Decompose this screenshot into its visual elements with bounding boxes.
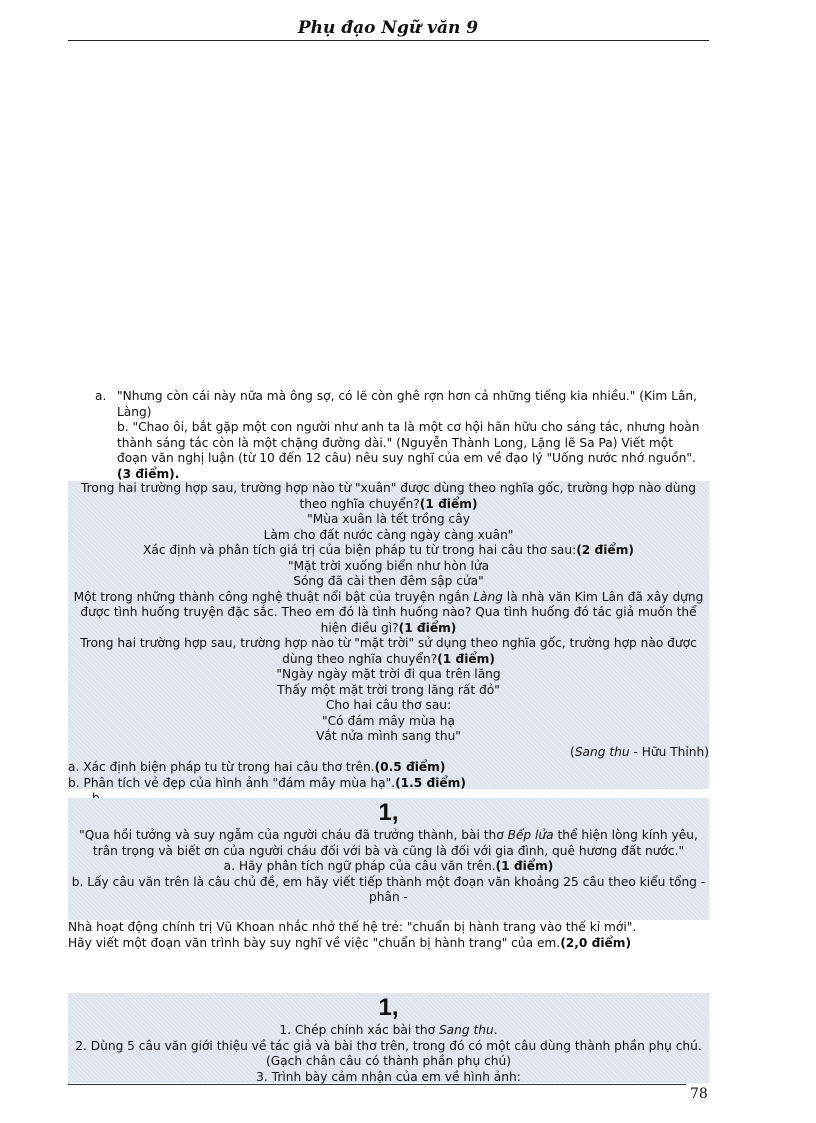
box2-quote-2: thể hiện lòng kính yêu, trân trọng và biết ơn của người cháu đối với bà và cũng là đối với gia đình, quê hương đất nước.": [92, 828, 698, 858]
box2-quote-1: "Qua hồi tưởng và suy ngẫm của người cháu đã trưởng thành, bài thơ: [79, 828, 508, 842]
q2-verse-line-2: Sóng đã cài then đêm sập cửa": [293, 574, 484, 588]
box2-part-b: b. Lấy câu văn trên là câu chủ đề, em hãy viết tiếp thành một đoạn văn khoảng 25 câu theo kiểu tổng - phân -: [71, 874, 706, 904]
q5-verse-line-2: Vắt nửa mình sang thu": [316, 729, 461, 743]
vu-khoan-line-1: Nhà hoạt động chính trị Vũ Khoan nhắc nhở thế hệ trẻ: "chuẩn bị hành trang vào thế kỉ mới".: [68, 920, 637, 934]
q4-verse-line-2: Thấy một mặt trời trong lăng rất đỏ": [277, 682, 500, 697]
q4-prompt: [68, 636, 709, 667]
q2-verse-line-1: "Mặt trời xuống biển như hòn lửa: [287, 558, 490, 573]
intro-item-a-label: a.: [95, 389, 107, 403]
box2-part-a-text: a. Hãy phân tích ngữ pháp của câu văn trên.: [223, 859, 496, 873]
box2-part-a: [68, 859, 709, 875]
q5-part-b: [68, 776, 709, 792]
q1-verse-line-1: "Mùa xuân là tết trồng cây: [307, 512, 470, 526]
q5-part-b-points: (1.5 điểm): [395, 775, 466, 790]
box2-work-title: Bếp lửa: [507, 828, 554, 842]
q5-source-open: (: [570, 744, 575, 759]
q5-part-a-text: a. Xác định biện pháp tu từ trong hai câu thơ trên.: [68, 760, 375, 774]
question-box-3: [68, 993, 709, 1083]
q1-prompt: [68, 481, 709, 512]
q4-verse-line-1: "Ngày ngày mặt trời đi qua trên lăng: [276, 667, 501, 681]
box3-item-3: 3. Trình bày cảm nhận của em về hình ảnh:: [256, 1069, 521, 1084]
q5-source: [68, 745, 709, 761]
q2-text: Xác định và phân tích giá trị của biện pháp tu từ trong hai câu thơ sau:: [143, 543, 577, 557]
q1-text: Trong hai trường hợp sau, trường hợp nào từ "xuân" được dùng theo nghĩa gốc, trường hợp nào dùng theo nghĩa chuyển?: [81, 481, 696, 511]
vu-khoan-line-2: [68, 936, 728, 952]
q3-work-title: Làng: [473, 589, 503, 604]
q1-verse-line-2: Làm cho đất nước càng ngày càng xuân": [263, 527, 514, 542]
intro-section: [95, 389, 707, 482]
q2-prompt: [68, 543, 709, 559]
box3-item-1-prefix: 1. Chép chính xác bài thơ: [279, 1023, 439, 1037]
q5-part-a: [68, 760, 709, 776]
q5-part-a-points: (0.5 điểm): [374, 760, 446, 774]
q4-points: (1 điểm): [437, 651, 495, 666]
header-rule: [68, 40, 709, 41]
vu-khoan-paragraph: [68, 920, 728, 951]
box2-part-a-points: (1 điểm): [495, 859, 554, 873]
box3-item-1-suffix: .: [493, 1023, 498, 1037]
q5-intro: Cho hai câu thơ sau:: [325, 698, 452, 712]
intro-item-b-points: (3 điểm).: [117, 466, 180, 481]
vu-khoan-line-2-text: Hãy viết một đoạn văn trình bày suy nghĩ về việc "chuẩn bị hành trang" của em.: [68, 935, 561, 950]
intro-item-a: [95, 389, 707, 420]
box3-item-1: [68, 1023, 709, 1039]
box3-item-1-work: Sang thu: [438, 1023, 494, 1037]
q2-points: (2 điểm): [576, 543, 634, 557]
q5-source-author: - Hữu Thỉnh): [629, 744, 709, 759]
box3-item-2: 2. Dùng 5 câu văn giới thiệu về tác giả và bài thơ trên, trong đó có một câu dùng thành phần phụ chú.(Gạch chân câu có thành phần phụ chú): [75, 1038, 702, 1068]
vu-khoan-points: (2,0 điểm): [560, 935, 632, 950]
box3-number-heading: 1,: [378, 994, 399, 1021]
page-header-title: Phụ đạo Ngữ văn 9: [297, 18, 479, 38]
question-box-1: [68, 481, 709, 789]
page-number: 78: [690, 1086, 708, 1102]
question-box-2: [68, 798, 709, 920]
box2-number-heading: 1,: [378, 799, 399, 826]
q5-verse-line-1: "Có đám mây mùa hạ: [322, 713, 455, 728]
intro-item-b-text: b. "Chao ôi, bắt gặp một con người như anh ta là một cơ hội hãn hữu cho sáng tác, nhưng hoàn thành sáng tác còn là một chặng đường dài." (Nguyễn Thành Long, Lặng lẽ Sa Pa) Viết một đoạn văn nghị luận (từ 10 đến 12 câu) nêu suy nghĩ của em về đạo lý "Uống nước nhớ nguồn".: [117, 420, 700, 465]
footer-rule: [68, 1084, 686, 1085]
box2-quote: [68, 828, 709, 859]
q4-text: Trong hai trường hợp sau, trường hợp nào từ "mặt trời" sử dụng theo nghĩa gốc, trường hợp nào được dùng theo nghĩa chuyển?: [80, 636, 697, 666]
intro-item-b: [95, 420, 707, 482]
q5-part-b-text: b. Phân tích vẻ đẹp của hình ảnh "đám mây mùa hạ".: [68, 775, 396, 790]
q3-text-1: Một trong những thành công nghệ thuật nổi bật của truyện ngắn: [73, 589, 474, 604]
q5-source-work: Sang thu: [574, 744, 630, 759]
q3-prompt: [68, 590, 709, 637]
intro-item-a-text: "Nhưng còn cái này nữa mà ông sợ, có lẽ còn ghê rợn hơn cả những tiếng kia nhiều." (Kim Lân, Làng): [117, 389, 698, 419]
q3-text-2: là nhà văn Kim Lân đã xây dựng được tình huống truyện đặc sắc. Theo em đó là tình huống nào? Qua tình huống đó tác giả muốn thể hiện điều gì?: [80, 589, 704, 635]
q3-points: (1 điểm): [398, 620, 457, 635]
q1-points: (1 điểm): [419, 496, 478, 511]
